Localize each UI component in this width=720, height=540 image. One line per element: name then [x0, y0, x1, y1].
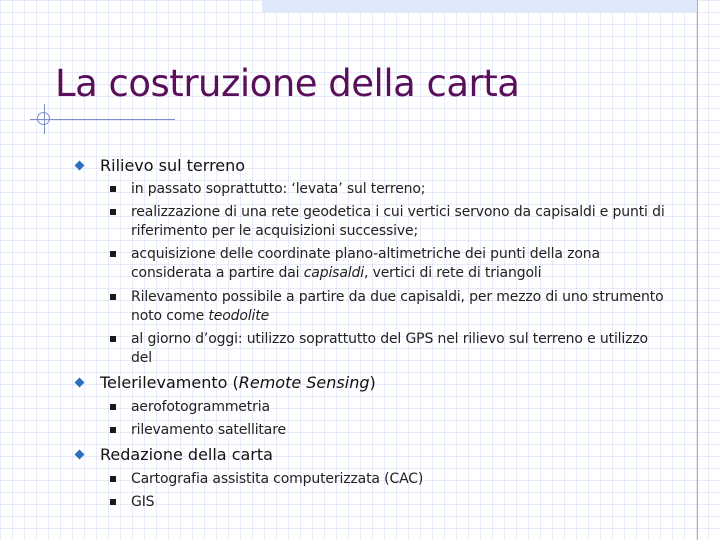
square-bullet-icon: [110, 294, 116, 300]
diamond-bullet-icon: [75, 161, 85, 171]
list-item-text: Cartografia assistita computerizzata (CAC): [131, 471, 424, 487]
list-item-text: al giorno d’oggi: utilizzo soprattutto del GPS nel rilievo sul terreno e utilizzo del: [131, 331, 648, 366]
section-heading: [100, 445, 273, 465]
list-item: [131, 180, 671, 199]
square-bullet-icon: [110, 209, 116, 215]
square-bullet-icon: [110, 251, 116, 257]
square-bullet-icon: [110, 427, 116, 433]
diamond-bullet-icon: [75, 450, 85, 460]
list-item-text: GIS: [131, 494, 155, 510]
square-bullet-icon: [110, 476, 116, 482]
list-item-text: Rilevamento possibile a partire da due capisaldi, per mezzo di uno strumento noto come: [131, 289, 664, 324]
list-item: [131, 470, 671, 489]
list-item: [131, 398, 671, 417]
list-item: [131, 330, 671, 368]
list-item: [131, 493, 671, 512]
list-item-text: aerofotogrammetria: [131, 399, 270, 415]
list-item: [131, 203, 671, 241]
square-bullet-icon: [110, 499, 116, 505]
slide-title: La costruzione della carta: [55, 62, 520, 105]
section-heading-text: Redazione della carta: [100, 445, 273, 464]
square-bullet-icon: [110, 186, 116, 192]
section-heading-text-italic: Remote Sensing: [238, 373, 370, 392]
list-item-text: rilevamento satellitare: [131, 422, 286, 438]
list-item: [131, 245, 671, 283]
list-item-text: realizzazione di una rete geodetica i cui vertici servono da capisaldi e punti di riferimento per le acquisizioni successive;: [131, 204, 665, 239]
square-bullet-icon: [110, 336, 116, 342]
list-item-text: , vertici di rete di triangoli: [363, 265, 542, 281]
list-item: [131, 421, 671, 440]
section-heading: [100, 373, 376, 393]
list-item: [131, 288, 671, 326]
section-heading-text: ): [369, 373, 376, 392]
section-heading-text: Telerilevamento (: [100, 373, 239, 392]
section-heading-text: Rilievo sul terreno: [100, 156, 246, 175]
diamond-bullet-icon: [75, 378, 85, 388]
list-item-text-italic: capisaldi: [303, 265, 364, 281]
list-item-text-italic: teodolite: [208, 308, 270, 324]
list-item-text: acquisizione delle coordinate plano-altimetriche dei punti della zona considerata a partire dai: [131, 246, 600, 281]
square-bullet-icon: [110, 404, 116, 410]
section-heading: [100, 156, 245, 176]
list-item-text: in passato soprattutto: ‘levata’ sul terreno;: [131, 181, 426, 197]
